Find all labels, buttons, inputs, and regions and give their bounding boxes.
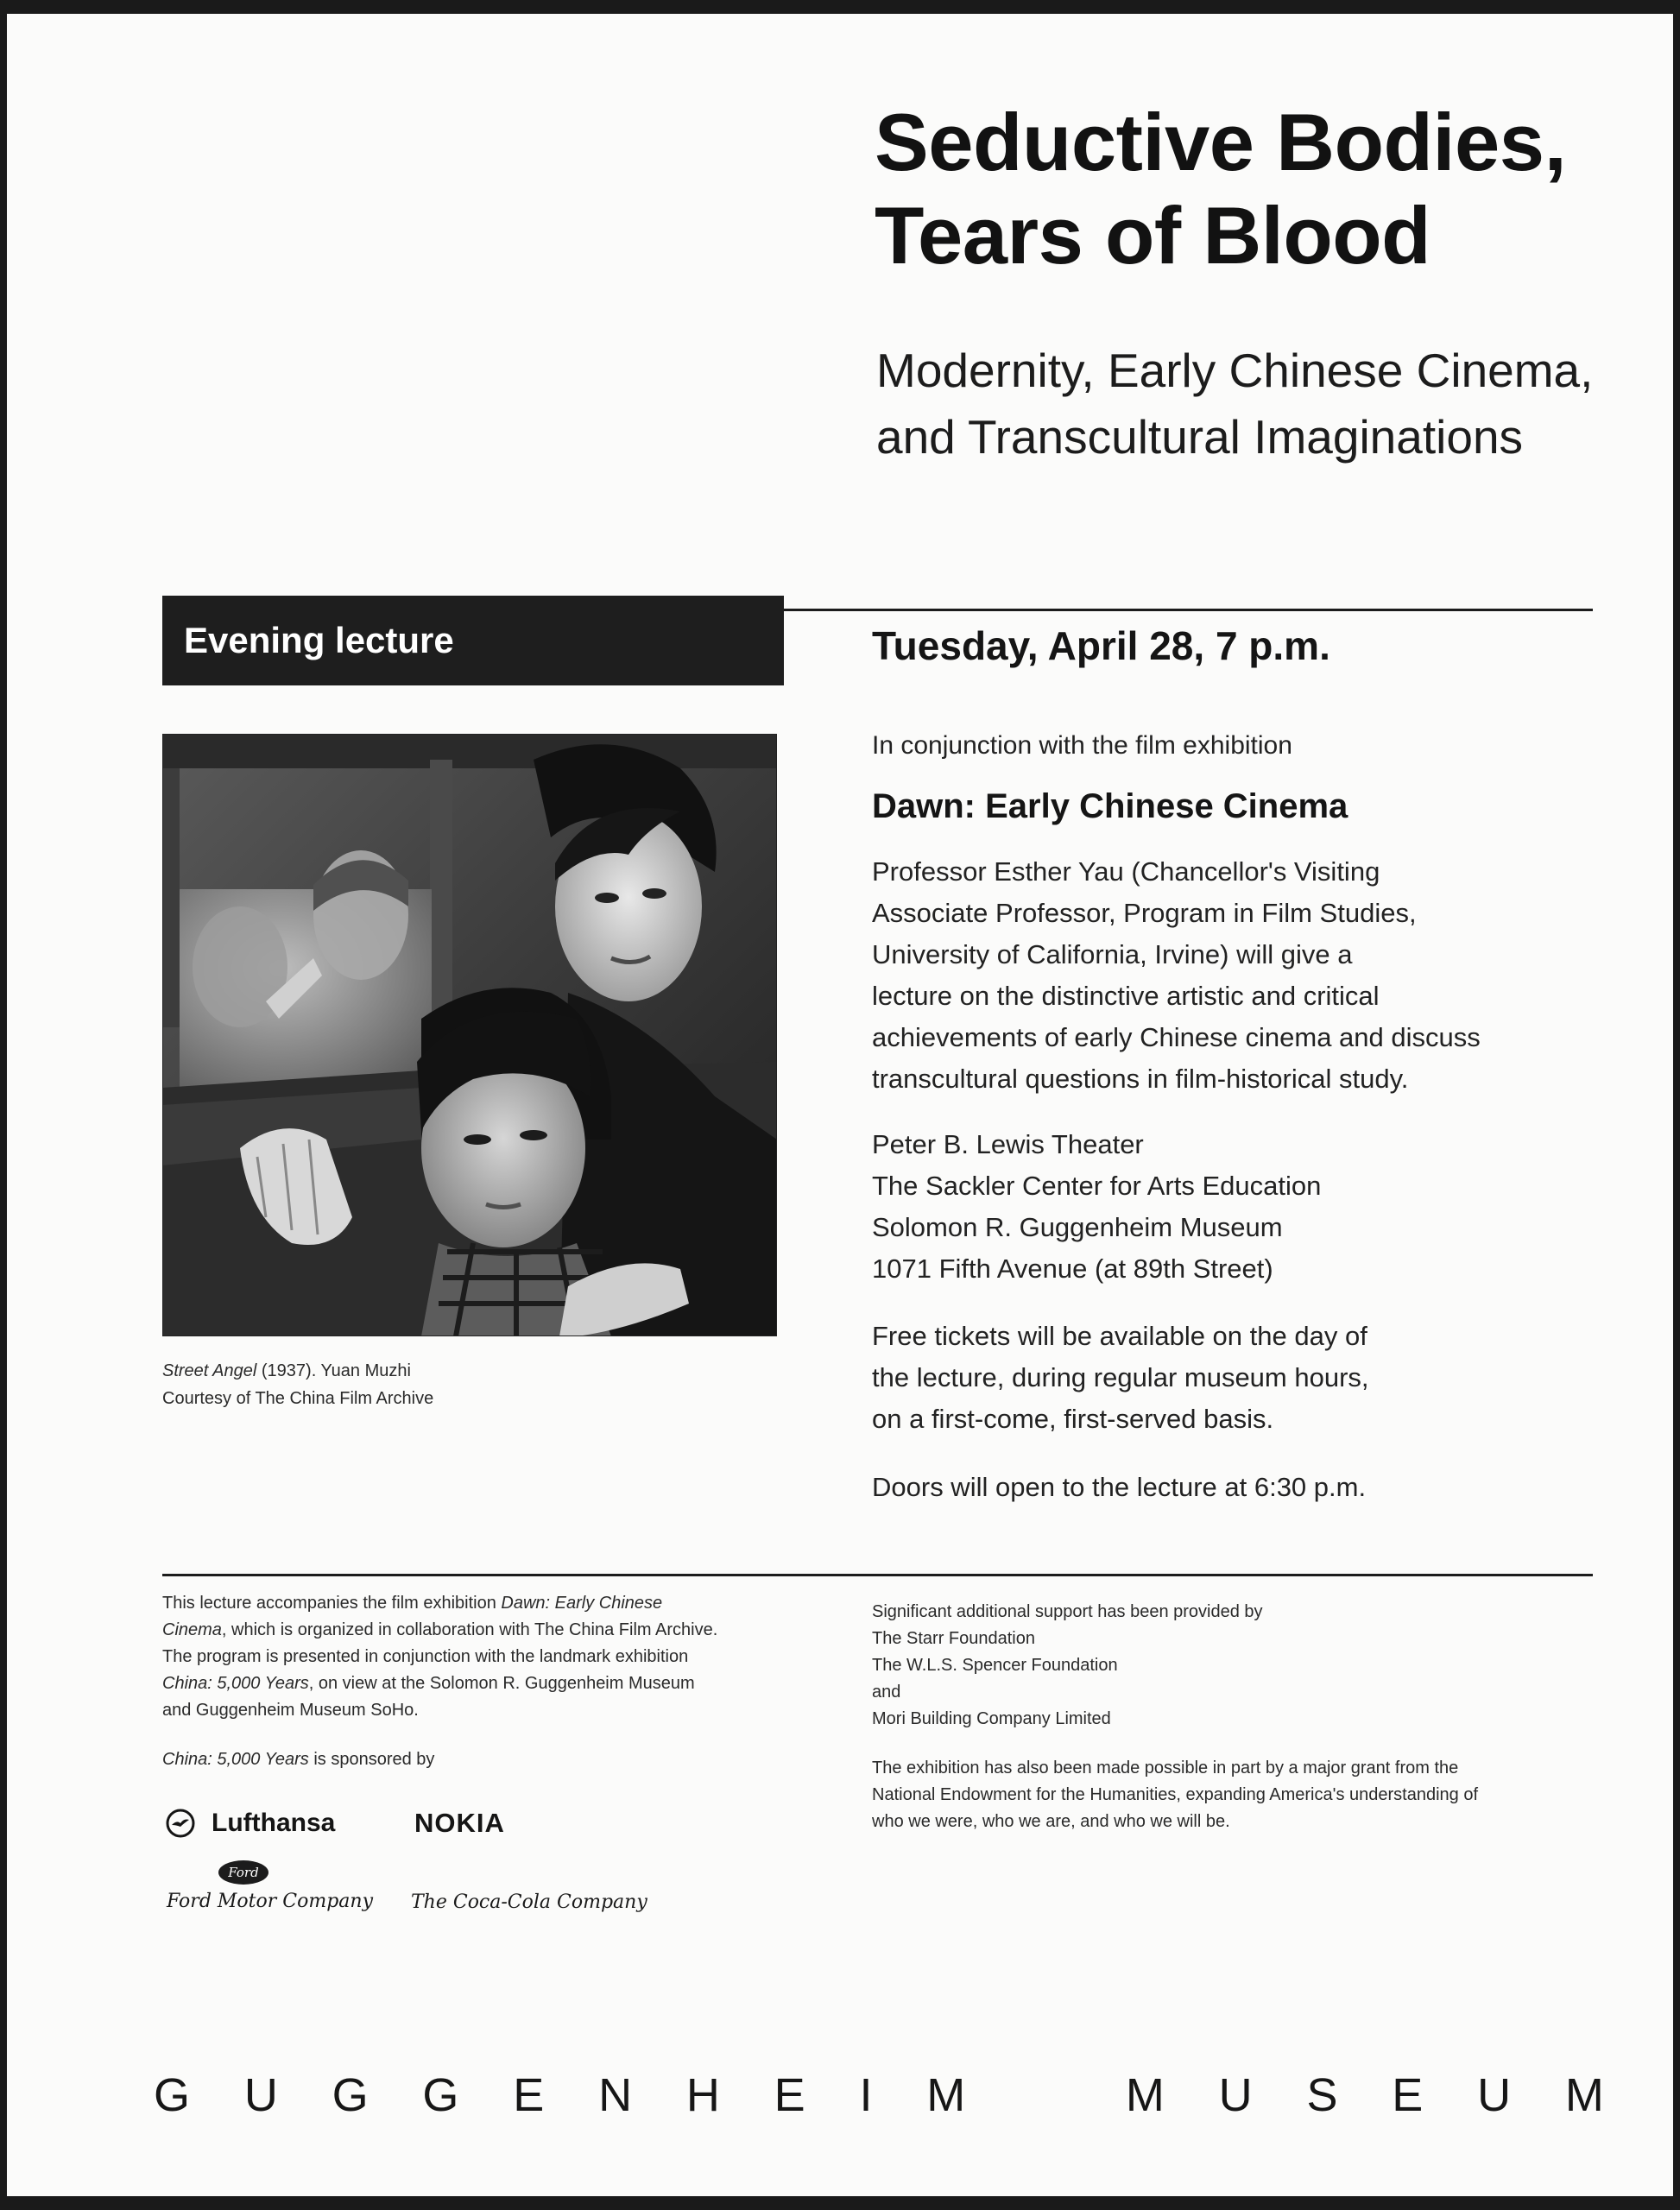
- sponsor-heading-italic: China: 5,000 Years: [162, 1750, 309, 1769]
- subtitle-line-1: Modernity, Early Chinese Cinema,: [876, 344, 1594, 397]
- sponsor-heading-text: is sponsored by: [308, 1750, 435, 1769]
- wordmark-letter: E: [774, 2069, 805, 2121]
- note-text: The program is presented in conjunction with the landmark exhibition: [162, 1647, 689, 1666]
- support-line: Significant additional support has been provided by: [872, 1602, 1263, 1621]
- wordmark-letter: U: [243, 2069, 278, 2121]
- crane-icon: [165, 1808, 196, 1839]
- note-text: , which is organized in collaboration with The China Film Archive.: [221, 1620, 718, 1639]
- evening-lecture-banner: [162, 596, 784, 685]
- description-line: lecture on the distinctive artistic and critical: [872, 981, 1380, 1011]
- support-line: The Starr Foundation: [872, 1629, 1035, 1648]
- ford-logo: [167, 1860, 374, 1921]
- page-title: [875, 96, 1652, 282]
- page-subtitle: [876, 338, 1653, 470]
- support-line: and: [872, 1683, 901, 1702]
- venue-address: [872, 1124, 1528, 1290]
- address-line: Solomon R. Guggenheim Museum: [872, 1212, 1283, 1242]
- address-line: Peter B. Lewis Theater: [872, 1129, 1144, 1159]
- nokia-logo: NOKIA: [414, 1808, 505, 1838]
- coca-cola-logo: The Coca-Cola Company: [411, 1891, 647, 1913]
- exhibition-note: [162, 1590, 801, 1724]
- lecture-description: [872, 851, 1528, 1100]
- ticket-line: on a first-come, first-served basis.: [872, 1404, 1274, 1434]
- event-intro: In conjunction with the film exhibition: [872, 731, 1292, 760]
- wordmark-letter: N: [598, 2069, 633, 2121]
- ticket-line: Free tickets will be available on the day of: [872, 1321, 1367, 1351]
- caption-courtesy: Courtesy of The China Film Archive: [162, 1389, 434, 1408]
- sponsor-heading: [162, 1746, 434, 1773]
- note-italic: Cinema: [162, 1620, 222, 1639]
- wordmark-letter: M: [1564, 2069, 1604, 2121]
- address-line: 1071 Fifth Avenue (at 89th Street): [872, 1253, 1273, 1284]
- event-date: Tuesday, April 28, 7 p.m.: [872, 623, 1330, 668]
- caption-credit: (1937). Yuan Muzhi: [256, 1361, 411, 1380]
- wordmark-letter: U: [1218, 2069, 1253, 2121]
- note-text: This lecture accompanies the film exhibition: [162, 1594, 502, 1613]
- ford-oval-icon: Ford: [218, 1860, 268, 1885]
- subtitle-line-2: and Transcultural Imaginations: [876, 410, 1524, 464]
- wordmark-letter: G: [422, 2069, 459, 2121]
- wordmark-letter: M: [1125, 2069, 1165, 2121]
- wordmark-letter: I: [859, 2069, 873, 2121]
- caption-film-title: Street Angel: [162, 1361, 257, 1380]
- title-line-1: Seductive Bodies,: [875, 97, 1567, 187]
- note-text: and Guggenheim Museum SoHo.: [162, 1701, 419, 1720]
- wordmark-letter: E: [1392, 2069, 1424, 2121]
- neh-line: The exhibition has also been made possible in part by a major grant from the: [872, 1759, 1459, 1777]
- support-line: The W.L.S. Spencer Foundation: [872, 1656, 1118, 1675]
- note-text: , on view at the Solomon R. Guggenheim Museum: [308, 1674, 695, 1693]
- banner-label: Evening lecture: [184, 620, 454, 660]
- exhibition-title: Dawn: Early Chinese Cinema: [872, 787, 1348, 825]
- additional-support: [872, 1599, 1563, 1733]
- flyer-page: [7, 14, 1673, 2196]
- ticket-line: the lecture, during regular museum hours,: [872, 1362, 1369, 1392]
- wordmark-letter: H: [685, 2069, 720, 2121]
- film-still-photo: [162, 734, 777, 1336]
- description-line: Professor Esther Yau (Chancellor's Visiting: [872, 856, 1380, 887]
- wordmark-letter: M: [926, 2069, 966, 2121]
- ticket-info: [872, 1316, 1528, 1440]
- wordmark-gap: [1020, 2065, 1071, 2125]
- neh-line: National Endowment for the Humanities, expanding America's understanding of: [872, 1785, 1479, 1804]
- note-italic: Dawn: Early Chinese: [501, 1594, 663, 1613]
- ford-wordmark: Ford Motor Company: [167, 1891, 374, 1912]
- museum-wordmark: [154, 2065, 1604, 2125]
- wordmark-letter: U: [1477, 2069, 1512, 2121]
- wordmark-letter: G: [332, 2069, 369, 2121]
- lufthansa-wordmark: Lufthansa: [212, 1809, 336, 1837]
- description-line: achievements of early Chinese cinema and discuss: [872, 1022, 1481, 1052]
- description-line: Associate Professor, Program in Film Studies,: [872, 898, 1417, 928]
- top-divider: [784, 609, 1593, 611]
- photo-caption: [162, 1357, 767, 1412]
- title-line-2: Tears of Blood: [875, 190, 1431, 281]
- support-line: Mori Building Company Limited: [872, 1709, 1111, 1728]
- neh-note: [872, 1755, 1563, 1835]
- wordmark-letter: G: [154, 2069, 191, 2121]
- wordmark-letter: E: [513, 2069, 545, 2121]
- bottom-divider: [162, 1574, 1593, 1576]
- note-italic: China: 5,000 Years: [162, 1674, 309, 1693]
- description-line: transcultural questions in film-historical study.: [872, 1064, 1409, 1094]
- wordmark-letter: S: [1306, 2069, 1338, 2121]
- neh-line: who we were, who we are, and who we will be.: [872, 1812, 1230, 1831]
- address-line: The Sackler Center for Arts Education: [872, 1171, 1322, 1201]
- description-line: University of California, Irvine) will give a: [872, 939, 1353, 969]
- doors-open-info: Doors will open to the lecture at 6:30 p.m.: [872, 1472, 1367, 1502]
